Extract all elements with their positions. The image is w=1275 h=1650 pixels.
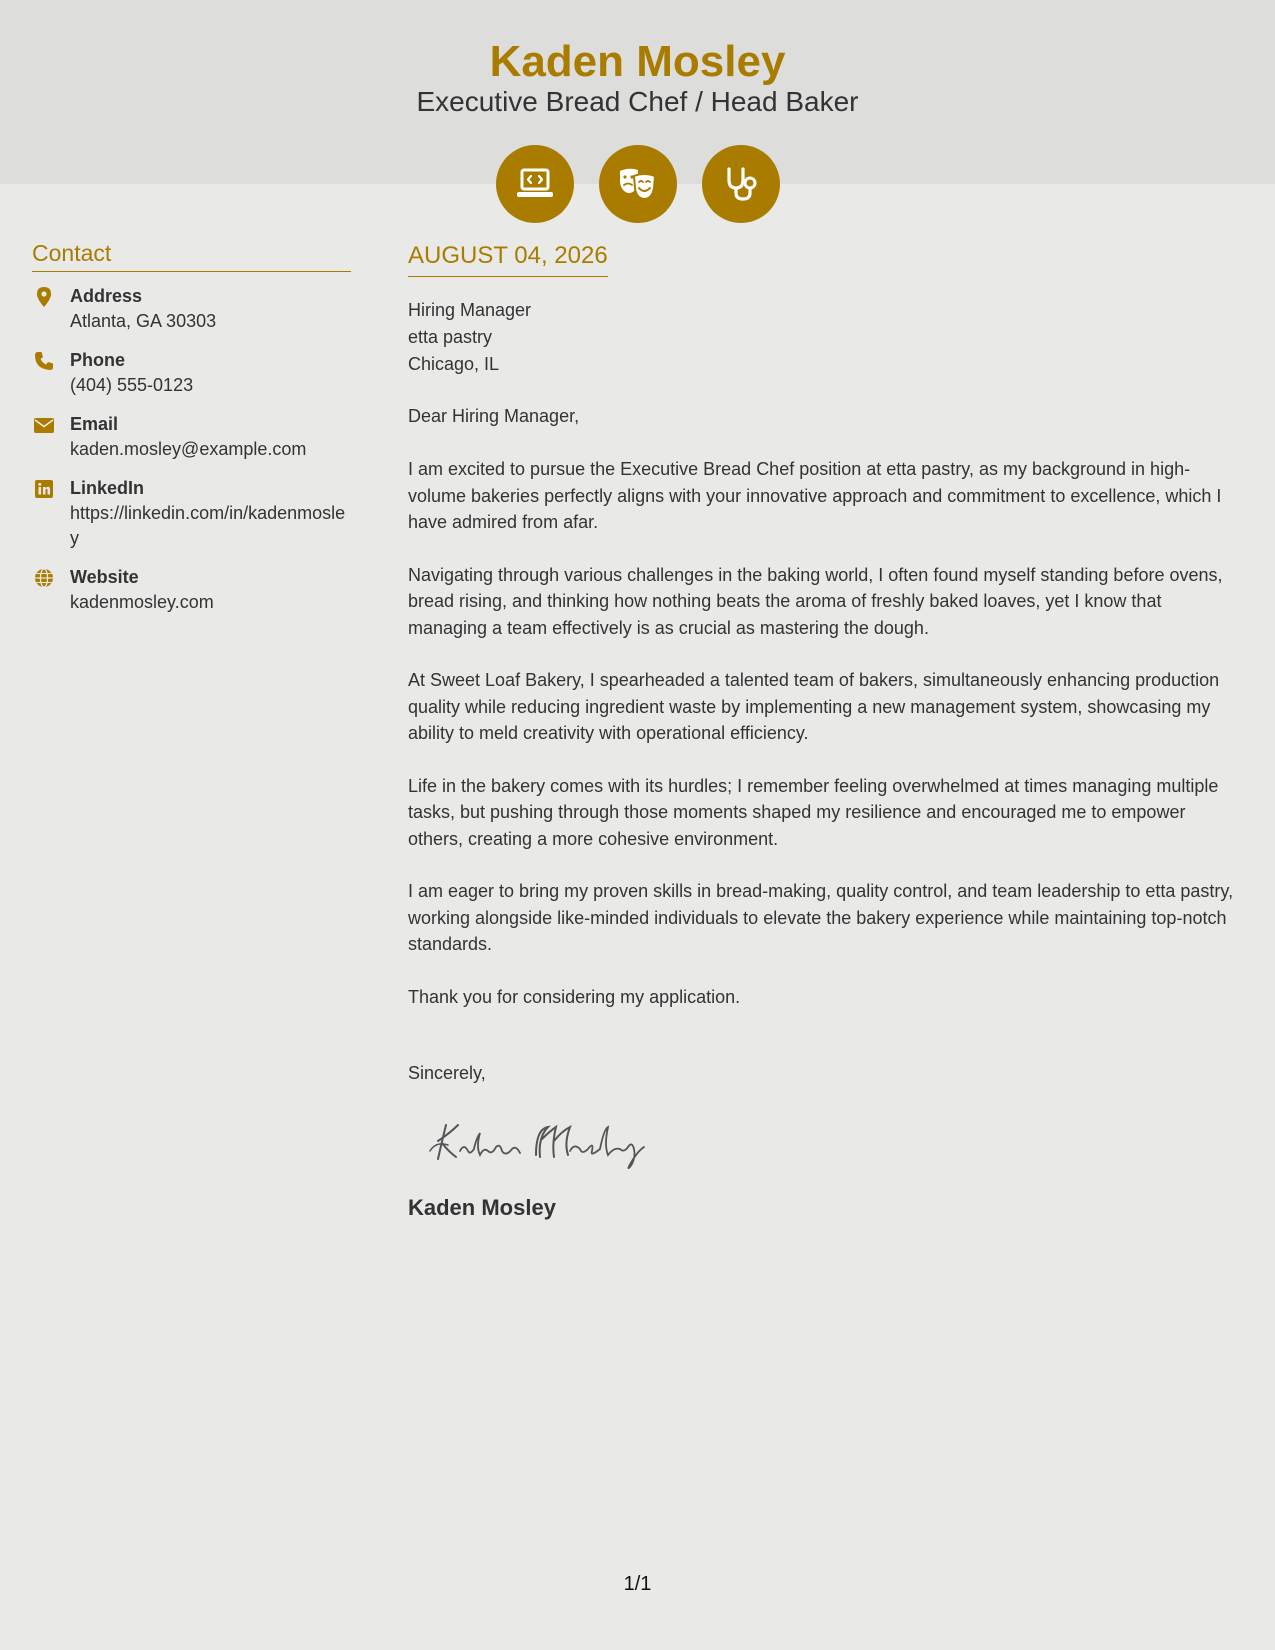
contact-label: Website [70, 567, 139, 587]
linkedin-value[interactable]: https://linkedin.com/in/kadenmosley [70, 503, 346, 548]
letter-paragraph: Thank you for considering my application. [408, 986, 741, 1007]
cover-letter-body [408, 240, 1243, 1223]
contact-heading: Contact [32, 238, 351, 272]
letter-paragraph: Life in the bakery comes with its hurdles; I remember feeling overwhelmed at times managing multiple tasks, but pushing through those moments shaped my resilience and encouraged me to empower others, creating a more cohesive environment. [408, 775, 1219, 849]
closing: Sincerely, [408, 1063, 486, 1083]
letter-paragraph: Navigating through various challenges in the baking world, I often found myself standing before ovens, bread rising, and thinking how nothing beats the aroma of freshly baked loaves, yet I know that managing a team effectively is as crucial as mastering the dough. [408, 564, 1223, 638]
recipient-line: etta pastry [408, 327, 493, 347]
contact-item-phone [32, 348, 351, 398]
contact-item-address [32, 284, 351, 334]
candidate-name: Kaden Mosley [489, 37, 786, 86]
envelope-icon [34, 415, 54, 435]
contact-label: Email [70, 414, 119, 434]
globe-icon [34, 568, 54, 588]
letter-paragraph: At Sweet Loaf Bakery, I spearheaded a talented team of bakers, simultaneously enhancing production quality while reducing ingredient waste by implementing a new management system, showcasing my ability to meld creativity with operational efficiency. [408, 670, 1220, 743]
page-number: 1/1 [623, 1573, 652, 1595]
phone-value: (404) 555-0123 [70, 375, 194, 395]
location-pin-icon [34, 287, 54, 307]
recipient-block [408, 297, 1243, 378]
interest-icons [0, 145, 1275, 223]
address-value: Atlanta, GA 30303 [70, 311, 217, 331]
linkedin-icon [34, 479, 54, 499]
letter-paragraph: I am excited to pursue the Executive Bread Chef position at etta pastry, as my background in high-volume bakeries perfectly aligns with your innovative approach and commitment to excellence, which I have admired from afar. [408, 459, 1222, 532]
handwritten-signature [424, 1111, 664, 1171]
signed-name: Kaden Mosley [408, 1195, 556, 1220]
contact-label: Phone [70, 350, 126, 370]
contact-sidebar [32, 238, 351, 629]
contact-item-website [32, 565, 351, 615]
letter-paragraph: I am eager to bring my proven skills in bread-making, quality control, and team leadership to etta pastry, working alongside like-minded individuals to elevate the bakery experience while maintaining top-notch standards. [408, 881, 1234, 954]
email-value[interactable]: kaden.mosley@example.com [70, 439, 307, 459]
contact-label: Address [70, 286, 143, 306]
contact-item-email [32, 412, 351, 462]
website-value[interactable]: kadenmosley.com [70, 592, 214, 612]
letter-date: AUGUST 04, 2026 [408, 240, 608, 277]
stethoscope-icon [702, 145, 780, 223]
job-title: Executive Bread Chef / Head Baker [416, 86, 859, 117]
contact-item-linkedin [32, 476, 351, 551]
contact-label: LinkedIn [70, 478, 145, 498]
recipient-line: Hiring Manager [408, 300, 532, 320]
laptop-code-icon [496, 145, 574, 223]
recipient-line: Chicago, IL [408, 354, 500, 374]
salutation: Dear Hiring Manager, [408, 406, 580, 426]
phone-icon [34, 351, 54, 371]
theater-masks-icon [599, 145, 677, 223]
